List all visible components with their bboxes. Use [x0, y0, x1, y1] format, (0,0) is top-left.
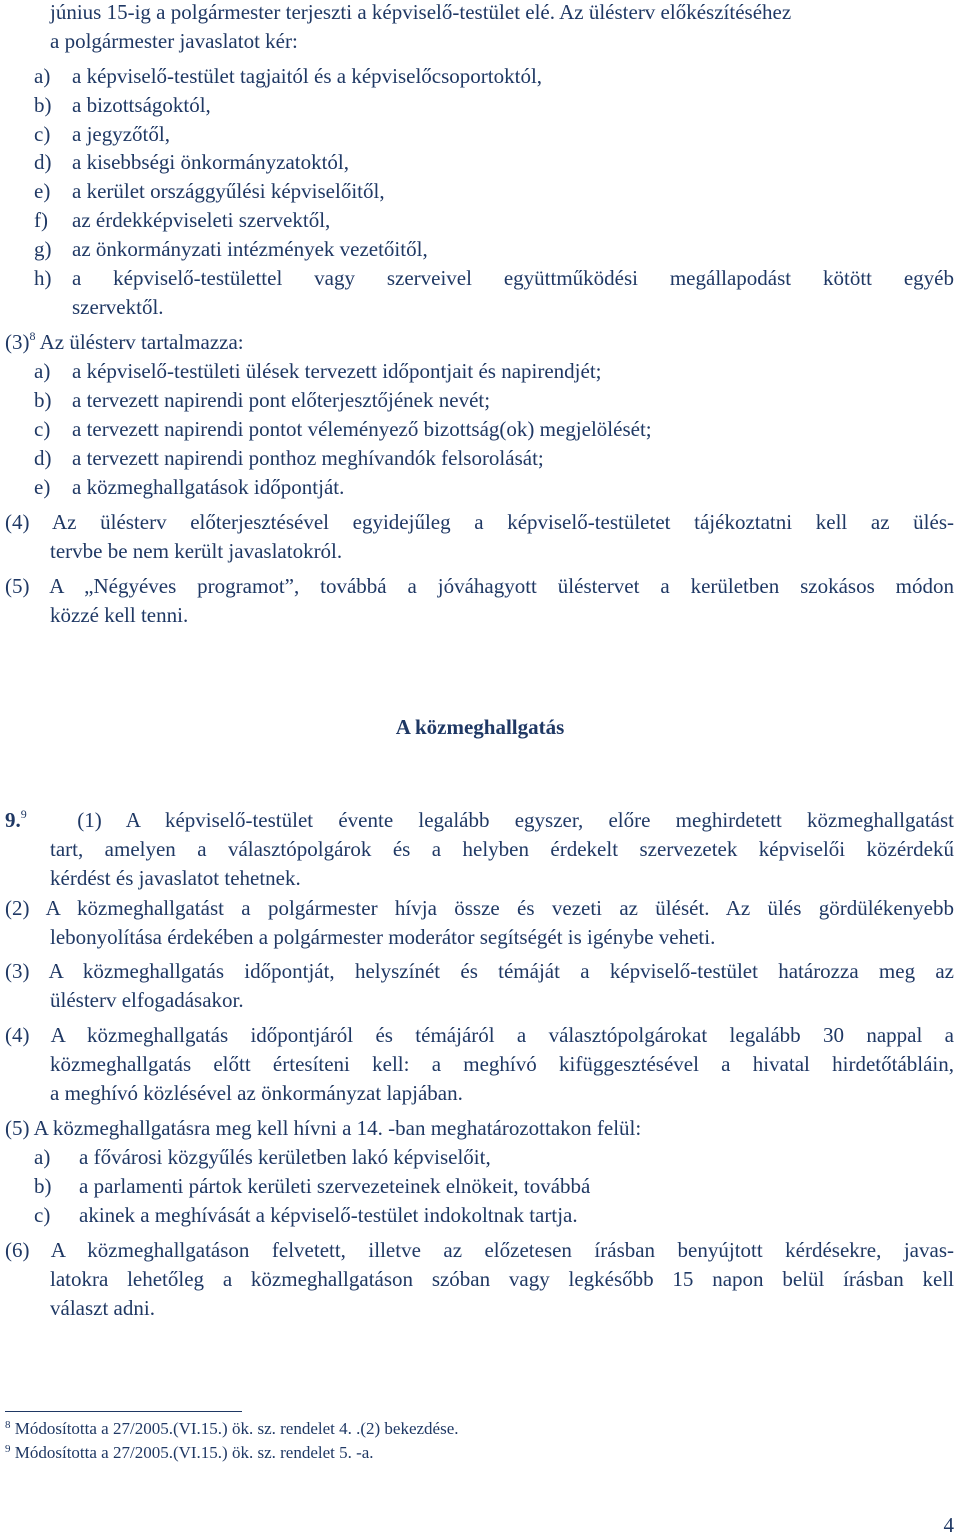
list-item: a fővárosi közgyűlés kerületben lakó képviselőit,	[79, 1145, 491, 1169]
list-marker: b)	[34, 1174, 52, 1198]
text-line: június 15-ig a polgármester terjeszti a képviselő-testület elé. Az ülésterv előkészítéséhez	[50, 0, 792, 24]
paragraph-4-continuation: tervbe be nem került javaslatokról.	[50, 539, 343, 563]
list-marker: a)	[34, 1145, 51, 1169]
list-item: a képviselő-testületi ülések tervezett időpontjait és napirendjét;	[72, 359, 602, 383]
paragraph-text: Az ülésterv tartalmazza:	[39, 330, 244, 354]
list-marker: e)	[34, 179, 51, 203]
footnote-ref: 9	[20, 807, 27, 821]
paragraph-4: (4) Az ülésterv előterjesztésével egyidejűleg a képviselő-testületet tájékoztatni kell az ülés-	[5, 510, 954, 534]
text-line: választ adni.	[50, 1296, 155, 1320]
paragraph-text: (1) A képviselő-testület évente legalább egyszer, előre meghirdetett közmeghallgatást	[77, 808, 954, 832]
text-line: a meghívó közlésével az önkormányzat lapjában.	[50, 1081, 463, 1105]
text-line: közmeghallgatás előtt értesíteni kell: a meghívó kifüggesztésével a hivatal hirdetőtábláin,	[50, 1052, 954, 1076]
section-9-paragraph-1	[5, 806, 954, 835]
list-marker: d)	[34, 446, 52, 470]
list-item: a jegyzőtől,	[72, 122, 170, 146]
section-9-paragraph-6: (6) A közmeghallgatáson felvetett, illetve az előzetesen írásban benyújtott kérdésekre, javas-	[5, 1238, 954, 1262]
footnote-number: 9	[5, 1443, 11, 1455]
text-line: a polgármester javaslatot kér:	[50, 29, 298, 53]
section-number: 9.	[5, 808, 21, 832]
list-item: a kerület országgyűlési képviselőitől,	[72, 179, 385, 203]
list-marker: h)	[34, 266, 52, 290]
list-marker: e)	[34, 475, 51, 499]
footnote	[5, 1418, 459, 1440]
paragraph-5-continuation: közzé kell tenni.	[50, 603, 189, 627]
list-marker: c)	[34, 417, 51, 441]
paragraph-number: (3)	[5, 330, 30, 354]
list-marker: a)	[34, 359, 51, 383]
section-9-paragraph-3: (3) A közmeghallgatás időpontját, helyszínét és témáját a képviselő-testület határozza meg az	[5, 959, 954, 983]
footnote-number: 8	[5, 1419, 11, 1431]
footnote-text: Módosította a 27/2005.(VI.15.) ök. sz. rendelet 5. -a.	[14, 1443, 374, 1462]
section-9-paragraph-4: (4) A közmeghallgatás időpontjáról és témájáról a választópolgárokat legalább 30 nappal a	[5, 1023, 954, 1047]
list-marker: b)	[34, 93, 52, 117]
list-marker: g)	[34, 237, 52, 261]
list-marker: a)	[34, 64, 51, 88]
list-item: a parlamenti pártok kerületi szervezeteinek elnökeit, továbbá	[79, 1174, 591, 1198]
paragraph-5: (5) A „Négyéves programot”, továbbá a jóváhagyott üléstervet a kerületben szokásos módon	[5, 574, 954, 598]
section-9-paragraph-2: (2) A közmeghallgatást a polgármester hívja össze és vezeti az ülését. Az ülés gördülékenyebb	[5, 896, 954, 920]
list-item: a bizottságoktól,	[72, 93, 211, 117]
list-marker: c)	[34, 122, 51, 146]
list-item: a tervezett napirendi pontot véleményező bizottság(ok) megjelölését;	[72, 417, 652, 441]
list-item: a képviselő-testülettel vagy szerveivel együttműködési megállapodást kötött egyéb	[72, 266, 954, 290]
footnote-separator	[5, 1411, 242, 1412]
list-item: akinek a meghívását a képviselő-testület indokoltnak tartja.	[79, 1203, 578, 1227]
list-item: a kisebbségi önkormányzatoktól,	[72, 150, 350, 174]
list-marker: b)	[34, 388, 52, 412]
list-item: az érdekképviseleti szervektől,	[72, 208, 331, 232]
list-marker: c)	[34, 1203, 51, 1227]
footnote-ref: 8	[29, 329, 36, 343]
section-9-paragraph-5: (5) A közmeghallgatásra meg kell hívni a 14. -ban meghatározottakon felül:	[5, 1116, 642, 1140]
text-line: kérdést és javaslatot tehetnek.	[50, 866, 301, 890]
section-heading: A közmeghallgatás	[395, 715, 565, 739]
footnote	[5, 1442, 374, 1464]
list-item: az önkormányzati intézmények vezetőitől,	[72, 237, 428, 261]
list-marker: d)	[34, 150, 52, 174]
footnote-text: Módosította a 27/2005.(VI.15.) ök. sz. rendelet 4. .(2) bekezdése.	[14, 1419, 459, 1438]
list-item: a közmeghallgatások időpontját.	[72, 475, 345, 499]
list-item: a tervezett napirendi ponthoz meghívandók felsorolását;	[72, 446, 544, 470]
text-line: ülésterv elfogadásakor.	[50, 988, 244, 1012]
list-item-continuation: szervektől.	[72, 295, 164, 319]
paragraph-3-heading	[5, 328, 244, 357]
list-item: a tervezett napirendi pont előterjesztőjének nevét;	[72, 388, 491, 412]
list-item: a képviselő-testület tagjaitól és a képviselőcsoportoktól,	[72, 64, 543, 88]
page-number: 4	[943, 1513, 954, 1537]
text-line: lebonyolítása érdekében a polgármester moderátor segítségét is igénybe veheti.	[50, 925, 716, 949]
text-line: latokra lehetőleg a közmeghallgatáson szóban vagy legkésőbb 15 napon belül írásban kell	[50, 1267, 954, 1291]
list-marker: f)	[34, 208, 48, 232]
text-line: tart, amelyen a választópolgárok és a helyben érdekelt szervezetek képviselői közérdekű	[50, 837, 954, 861]
